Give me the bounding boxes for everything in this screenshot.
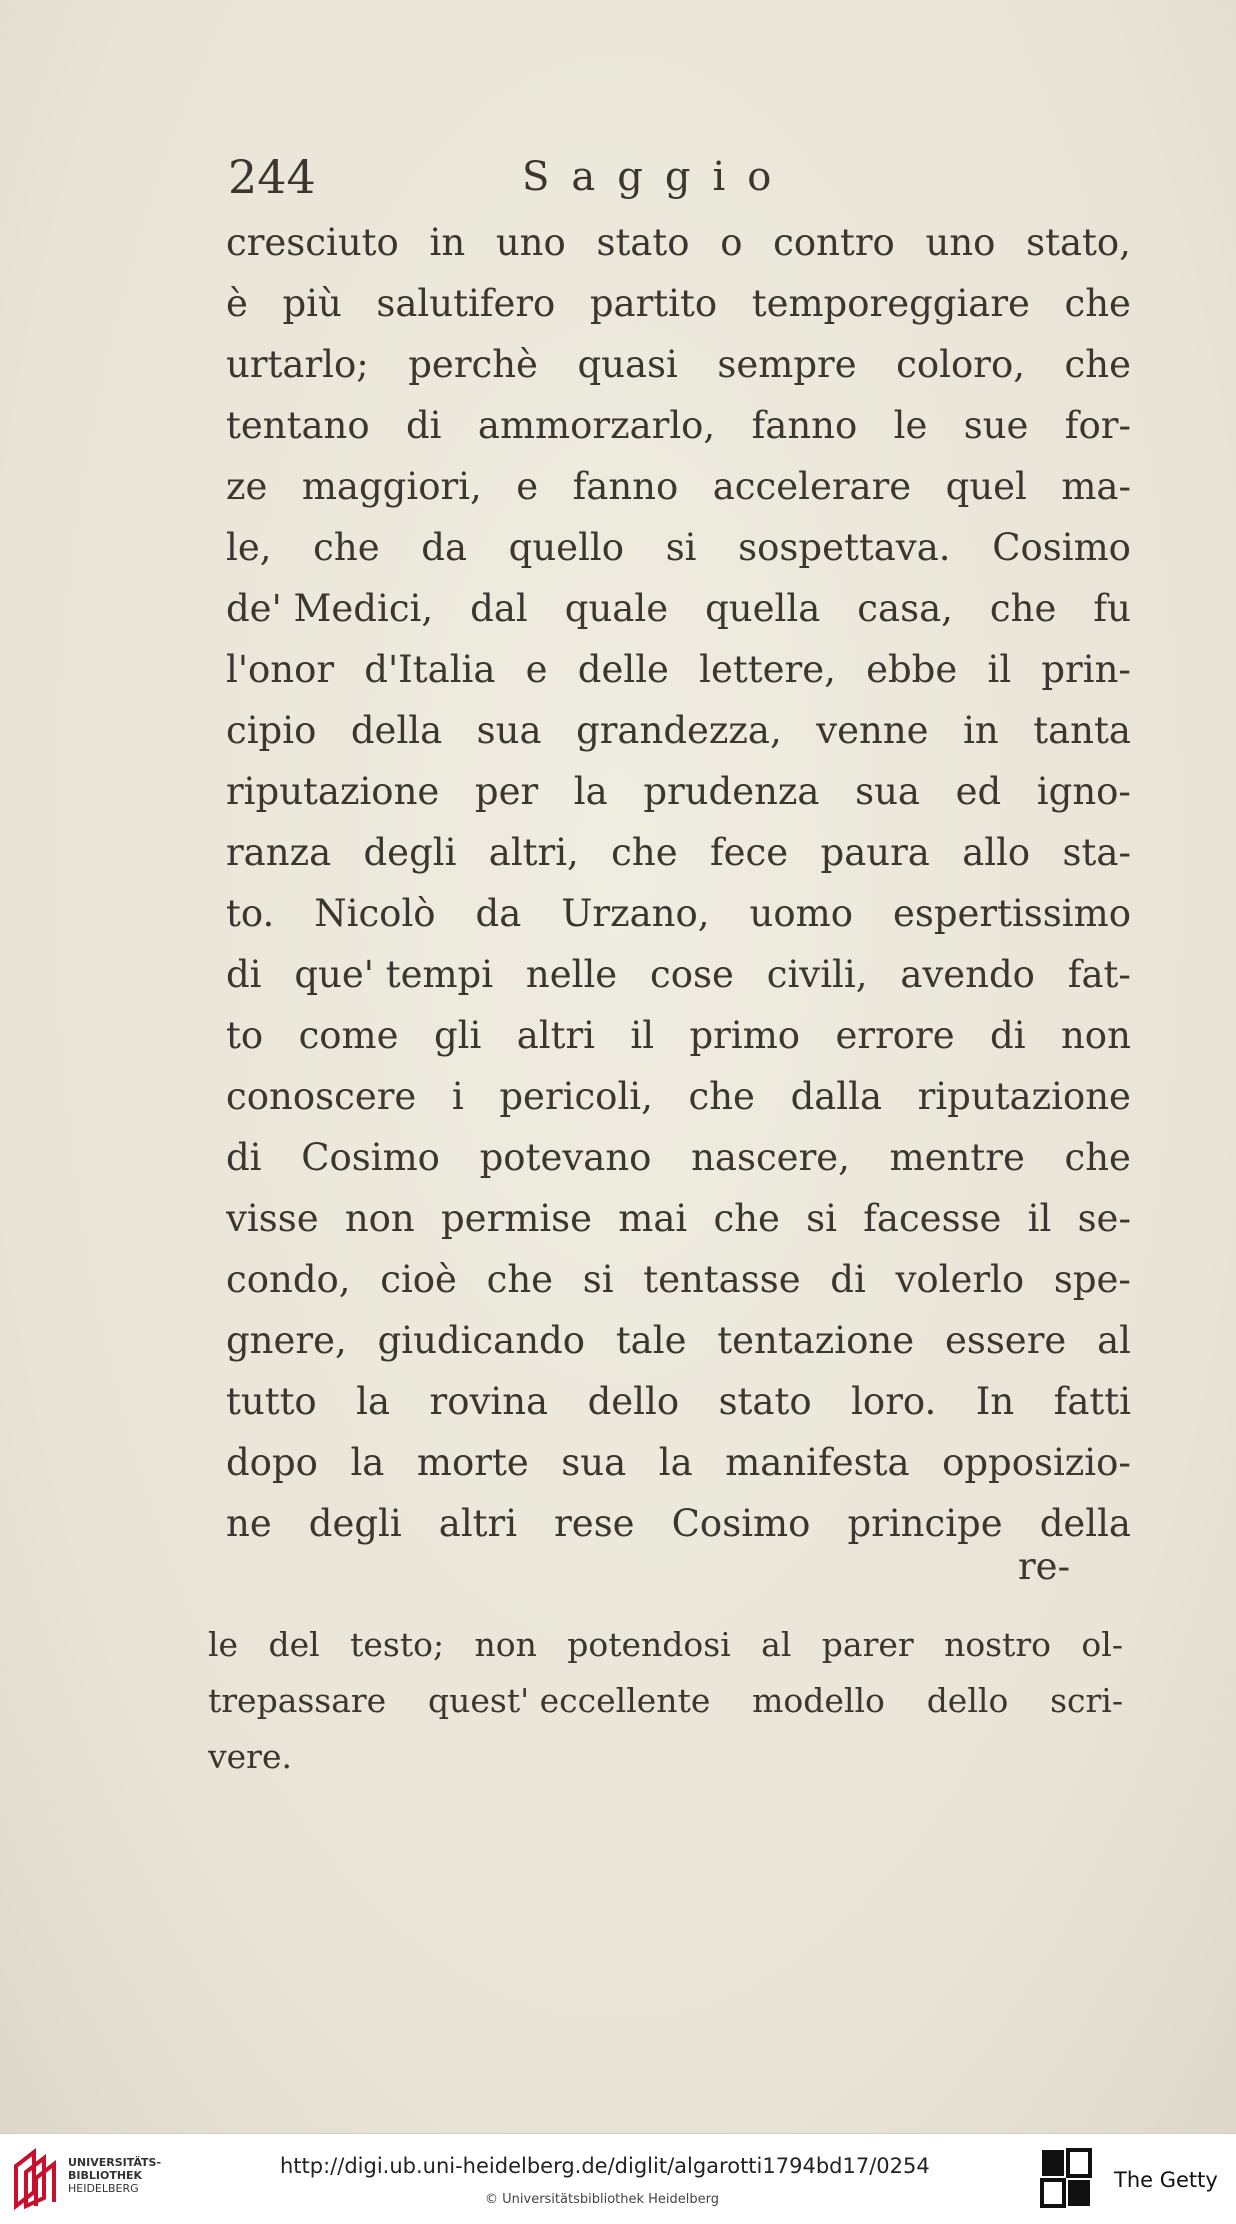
- word: sua: [855, 770, 920, 813]
- word: ed: [955, 770, 1002, 813]
- word: coloro,: [896, 343, 1025, 386]
- word: potevano: [479, 1136, 652, 1179]
- word: sue: [963, 404, 1029, 447]
- word: mentre: [889, 1136, 1025, 1179]
- text-line: [226, 761, 1131, 822]
- word: che: [1064, 282, 1131, 325]
- word: loro.: [851, 1380, 937, 1423]
- word: uno: [495, 221, 566, 264]
- word: di: [226, 953, 262, 996]
- word: fat-: [1067, 953, 1131, 996]
- word: cresciuto: [226, 221, 399, 264]
- word: di: [406, 404, 442, 447]
- word: è: [226, 282, 248, 325]
- text-line: [226, 517, 1131, 578]
- word: nelle: [525, 953, 618, 996]
- word: dello: [926, 1681, 1009, 1720]
- word: permise: [440, 1197, 593, 1240]
- word: sempre: [717, 343, 857, 386]
- word: i: [451, 1075, 464, 1118]
- word: che: [611, 831, 678, 874]
- word: quest' eccellente: [427, 1681, 711, 1720]
- word: al: [761, 1625, 792, 1664]
- word: fece: [709, 831, 789, 874]
- word: sta-: [1062, 831, 1131, 874]
- word: salutifero: [376, 282, 556, 325]
- word: ebbe: [866, 648, 958, 691]
- text-line: [226, 1249, 1131, 1310]
- word: dalla: [790, 1075, 883, 1118]
- word: altri,: [488, 831, 579, 874]
- text-line: [226, 1432, 1131, 1493]
- text-line: [226, 700, 1131, 761]
- word: si: [665, 526, 697, 569]
- word: l'onor: [226, 648, 335, 691]
- text-line: [226, 1371, 1131, 1432]
- word: prudenza: [643, 770, 820, 813]
- footnote-line: [208, 1617, 1123, 1673]
- word: gnere,: [226, 1319, 347, 1362]
- word: Cosimo: [671, 1502, 811, 1545]
- word: venne: [816, 709, 929, 752]
- text-line: [226, 1005, 1131, 1066]
- word: il: [987, 648, 1012, 691]
- word: fanno: [751, 404, 858, 447]
- word: vere.: [208, 1737, 292, 1776]
- word: espertissimo: [892, 892, 1131, 935]
- page-number: 244: [228, 150, 316, 204]
- word: più: [282, 282, 342, 325]
- text-line: [226, 578, 1131, 639]
- word: si: [806, 1197, 837, 1240]
- word: Urzano,: [561, 892, 710, 935]
- word: paura: [820, 831, 930, 874]
- word: maggiori,: [301, 465, 482, 508]
- word: essere: [944, 1319, 1067, 1362]
- word: modello: [752, 1681, 885, 1720]
- word: cioè: [380, 1258, 457, 1301]
- word: pericoli,: [499, 1075, 653, 1118]
- text-line: [226, 1066, 1131, 1127]
- word: fatti: [1053, 1380, 1131, 1423]
- word: cipio: [226, 709, 317, 752]
- word: che: [486, 1258, 554, 1301]
- word: la: [573, 770, 608, 813]
- word: riputazione: [226, 770, 440, 813]
- word: ze: [226, 465, 268, 508]
- word: si: [582, 1258, 614, 1301]
- word: per: [474, 770, 539, 813]
- word: visse: [226, 1197, 319, 1240]
- running-title: Saggio: [522, 154, 794, 200]
- word: sua: [561, 1441, 627, 1484]
- text-line: [226, 212, 1131, 273]
- word: le: [893, 404, 928, 447]
- word: dal: [470, 587, 528, 630]
- word: prin-: [1041, 648, 1131, 691]
- word: da: [475, 892, 522, 935]
- word: quel: [945, 465, 1027, 508]
- word: la: [658, 1441, 693, 1484]
- text-line: [226, 395, 1131, 456]
- word: rese: [554, 1502, 635, 1545]
- word: al: [1097, 1319, 1131, 1362]
- word: ne: [226, 1502, 272, 1545]
- word: grandezza,: [576, 709, 782, 752]
- word: rovina: [429, 1380, 549, 1423]
- word: il: [1027, 1197, 1052, 1240]
- word: fanno: [572, 465, 679, 508]
- word: spe-: [1053, 1258, 1131, 1301]
- getty-logo-icon: [1040, 2148, 1092, 2210]
- word: de' Medici,: [226, 587, 434, 630]
- word: dopo: [226, 1441, 318, 1484]
- word: potendosi: [567, 1625, 731, 1664]
- footnote-line: [208, 1673, 1123, 1729]
- word: tentazione: [717, 1319, 915, 1362]
- word: tanta: [1033, 709, 1131, 752]
- word: accelerare: [712, 465, 912, 508]
- word: errore: [835, 1014, 955, 1057]
- word: allo: [962, 831, 1031, 874]
- word: temporeggiare: [751, 282, 1030, 325]
- word: ol-: [1081, 1625, 1123, 1664]
- word: stato,: [1026, 221, 1131, 264]
- word: condo,: [226, 1258, 351, 1301]
- word: della: [1039, 1502, 1131, 1545]
- word: primo: [689, 1014, 801, 1057]
- partner-name: The Getty: [1114, 2168, 1218, 2192]
- word: scri-: [1050, 1681, 1123, 1720]
- word: uomo: [749, 892, 853, 935]
- word: ammorzarlo,: [477, 404, 716, 447]
- text-line: [226, 334, 1131, 395]
- text-line: [226, 1310, 1131, 1371]
- word: Nicolò: [314, 892, 436, 935]
- word: che: [1064, 343, 1131, 386]
- word: Cosimo: [301, 1136, 440, 1179]
- word: quasi: [577, 343, 678, 386]
- word: morte: [416, 1441, 529, 1484]
- word: degli: [363, 831, 457, 874]
- text-line: [226, 1127, 1131, 1188]
- word: da: [421, 526, 468, 569]
- viewer-footer: [0, 2133, 1236, 2224]
- word: perchè: [408, 343, 538, 386]
- word: opposizio-: [942, 1441, 1131, 1484]
- word: le,: [226, 526, 272, 569]
- text-line: [226, 1493, 1131, 1554]
- word: parer: [821, 1625, 914, 1664]
- word: principe: [847, 1502, 1003, 1545]
- footnote: [208, 1617, 1123, 1785]
- word: che: [1064, 1136, 1131, 1179]
- text-line: [226, 639, 1131, 700]
- word: le: [208, 1625, 239, 1664]
- word: e: [525, 648, 548, 691]
- catchword: re-: [1018, 1545, 1071, 1588]
- word: stato: [596, 221, 690, 264]
- word: come: [298, 1014, 399, 1057]
- word: che: [313, 526, 380, 569]
- word: mai: [618, 1197, 688, 1240]
- word: che: [688, 1075, 755, 1118]
- word: cose: [650, 953, 734, 996]
- word: conoscere: [226, 1075, 417, 1118]
- word: uno: [925, 221, 996, 264]
- word: casa,: [857, 587, 953, 630]
- word: d'Italia: [364, 648, 496, 691]
- word: facesse: [863, 1197, 1002, 1240]
- word: delle: [577, 648, 669, 691]
- word: ma-: [1061, 465, 1131, 508]
- word: civili,: [766, 953, 868, 996]
- word: della: [350, 709, 443, 752]
- text-line: [226, 944, 1131, 1005]
- text-line: [226, 1188, 1131, 1249]
- word: nascere,: [691, 1136, 850, 1179]
- word: volerlo: [895, 1258, 1025, 1301]
- word: di: [226, 1136, 262, 1179]
- word: degli: [308, 1502, 402, 1545]
- permalink-url[interactable]: http://digi.ub.uni-heidelberg.de/diglit/algarotti1794bd17/0254: [280, 2154, 930, 2178]
- word: Cosimo: [992, 526, 1131, 569]
- footnote-line: [208, 1729, 1123, 1785]
- text-line: [226, 883, 1131, 944]
- word: ranza: [226, 831, 332, 874]
- word: gli: [433, 1014, 482, 1057]
- word: riputazione: [917, 1075, 1131, 1118]
- word: testo;: [350, 1625, 445, 1664]
- word: se-: [1077, 1197, 1131, 1240]
- word: altri: [516, 1014, 596, 1057]
- word: o: [720, 221, 743, 264]
- word: partito: [589, 282, 718, 325]
- word: to.: [226, 892, 275, 935]
- text-line: [226, 456, 1131, 517]
- word: nostro: [944, 1625, 1052, 1664]
- word: altri: [438, 1502, 518, 1545]
- word: di: [830, 1258, 866, 1301]
- word: for-: [1064, 404, 1131, 447]
- word: in: [963, 709, 999, 752]
- word: fu: [1093, 587, 1131, 630]
- word: il: [630, 1014, 655, 1057]
- word: sua: [476, 709, 542, 752]
- word: tentano: [226, 404, 370, 447]
- word: dello: [587, 1380, 680, 1423]
- word: che: [713, 1197, 780, 1240]
- word: stato: [718, 1380, 812, 1423]
- main-text: [226, 212, 1131, 1554]
- word: urtarlo;: [226, 343, 369, 386]
- word: giudicando: [377, 1319, 586, 1362]
- word: la: [356, 1380, 391, 1423]
- word: In: [975, 1380, 1015, 1423]
- word: trepassare: [208, 1681, 387, 1720]
- word: quello: [508, 526, 625, 569]
- word: to: [226, 1014, 264, 1057]
- word: tale: [615, 1319, 687, 1362]
- library-name: UNIVERSITÄTS- BIBLIOTHEK HEIDELBERG: [68, 2156, 162, 2195]
- word: contro: [773, 221, 895, 264]
- word: lettere,: [699, 648, 836, 691]
- word: non: [474, 1625, 537, 1664]
- word: quella: [705, 587, 821, 630]
- word: non: [344, 1197, 415, 1240]
- university-library-logo-icon: [12, 2148, 60, 2210]
- word: la: [350, 1441, 385, 1484]
- word: che: [989, 587, 1057, 630]
- word: in: [429, 221, 466, 264]
- word: sospettava.: [738, 526, 951, 569]
- text-line: [226, 822, 1131, 883]
- word: que' tempi: [294, 953, 494, 996]
- word: avendo: [900, 953, 1035, 996]
- word: igno-: [1036, 770, 1131, 813]
- page-header: [228, 150, 1128, 204]
- word: quale: [564, 587, 669, 630]
- word: di: [990, 1014, 1026, 1057]
- word: manifesta: [725, 1441, 910, 1484]
- word: tentasse: [643, 1258, 801, 1301]
- word: e: [516, 465, 539, 508]
- text-line: [226, 273, 1131, 334]
- copyright-notice: © Universitätsbibliothek Heidelberg: [485, 2192, 720, 2207]
- word: tutto: [226, 1380, 317, 1423]
- word: del: [268, 1625, 320, 1664]
- word: non: [1060, 1014, 1131, 1057]
